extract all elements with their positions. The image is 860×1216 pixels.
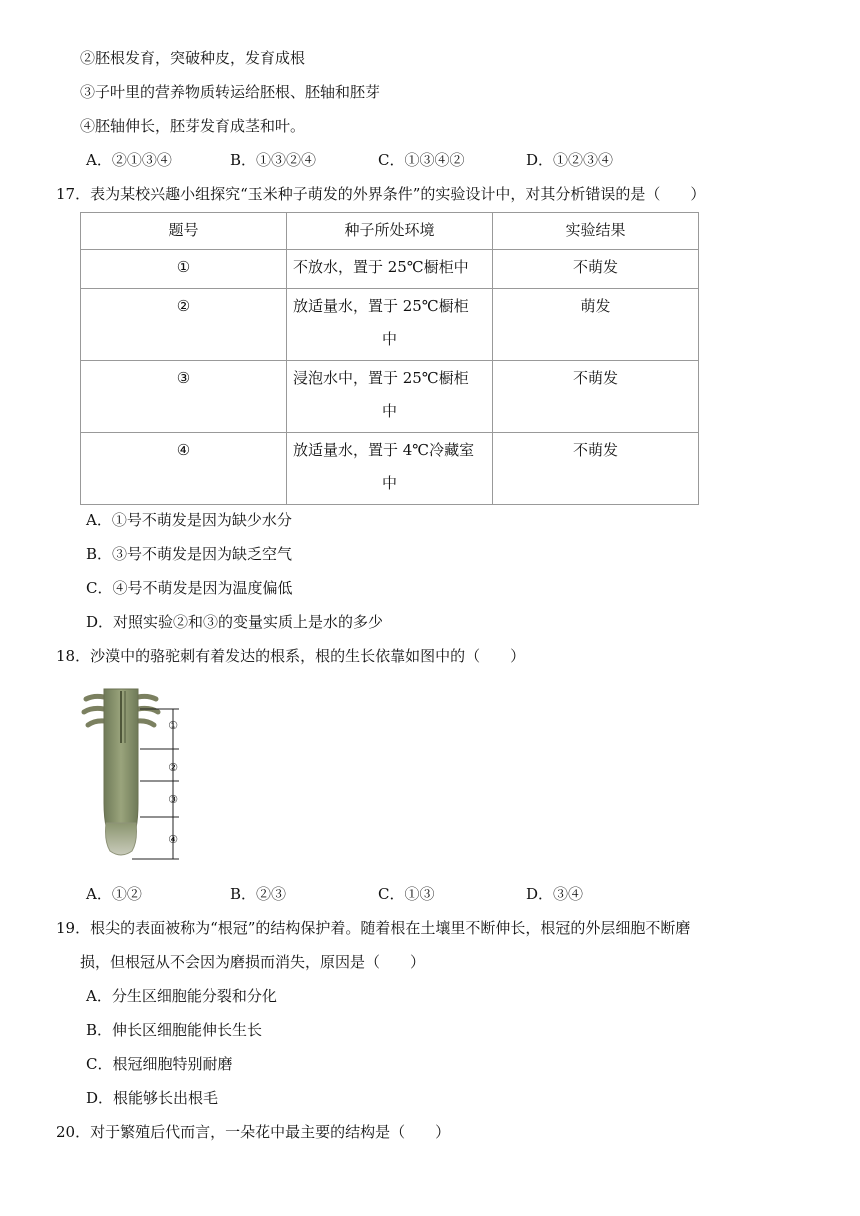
q16-step-4: ④胚轴伸长，胚芽发育成茎和叶。 <box>80 117 306 135</box>
q18-option-d[interactable]: D．③④ <box>526 885 584 903</box>
header-number: 题号 <box>81 213 287 250</box>
q16-options <box>86 150 726 170</box>
q19-option-a[interactable]: A．分生区细胞能分裂和分化 <box>86 987 277 1005</box>
q18-option-a[interactable]: A．①② <box>86 885 142 903</box>
q19-stem-line-1: 19．根尖的表面被称为“根冠”的结构保护着。随着根在土壤里不断伸长，根冠的外层细胞不断磨 <box>56 919 691 937</box>
table-row <box>81 433 699 505</box>
row-number: ② <box>81 289 287 361</box>
q17-experiment-table <box>80 212 699 505</box>
q17-option-a[interactable]: A．①号不萌发是因为缺少水分 <box>86 511 292 529</box>
q19-option-d[interactable]: D．根能够长出根毛 <box>86 1089 219 1107</box>
zone-label-3: ③ <box>168 793 178 806</box>
q17-option-c[interactable]: C．④号不萌发是因为温度偏低 <box>86 579 293 597</box>
q16-option-d[interactable]: D．①②③④ <box>526 151 614 169</box>
q19-option-b[interactable]: B．伸长区细胞能伸长生长 <box>86 1021 263 1039</box>
q17-option-b[interactable]: B．③号不萌发是因为缺乏空气 <box>86 545 293 563</box>
zone-label-2: ② <box>168 761 178 774</box>
q18-option-b[interactable]: B．②③ <box>230 885 287 903</box>
row-environment: 浸泡水中，置于 25℃橱柜 中 <box>287 361 493 433</box>
row-result: 不萌发 <box>493 250 699 289</box>
row-number: ④ <box>81 433 287 505</box>
row-number: ① <box>81 250 287 289</box>
row-environment: 放适量水，置于 4℃冷藏室 中 <box>287 433 493 505</box>
row-number: ③ <box>81 361 287 433</box>
header-environment: 种子所处环境 <box>287 213 493 250</box>
table-row <box>81 250 699 289</box>
q17-stem: 17．表为某校兴趣小组探究“玉米种子萌发的外界条件”的实验设计中，对其分析错误的是（ ） <box>56 185 706 203</box>
table-header-row <box>81 213 699 250</box>
q17-option-d[interactable]: D．对照实验②和③的变量实质上是水的多少 <box>86 613 384 631</box>
q19-stem-line-2: 损，但根冠从不会因为磨损而消失，原因是（ ） <box>80 953 426 971</box>
q16-option-b[interactable]: B．①③②④ <box>230 151 317 169</box>
table-row <box>81 361 699 433</box>
row-result: 萌发 <box>493 289 699 361</box>
q16-step-3: ③子叶里的营养物质转运给胚根、胚轴和胚芽 <box>80 83 381 101</box>
row-environment: 放适量水，置于 25℃橱柜 中 <box>287 289 493 361</box>
row-result: 不萌发 <box>493 433 699 505</box>
q19-option-c[interactable]: C．根冠细胞特别耐磨 <box>86 1055 233 1073</box>
row-environment: 不放水，置于 25℃橱柜中 <box>287 250 493 289</box>
q20-stem: 20．对于繁殖后代而言，一朵花中最主要的结构是（ ） <box>56 1123 451 1141</box>
q18-stem: 18．沙漠中的骆驼刺有着发达的根系，根的生长依靠如图中的（ ） <box>56 647 526 665</box>
q16-option-a[interactable]: A．②①③④ <box>86 151 172 169</box>
table-row <box>81 289 699 361</box>
header-result: 实验结果 <box>493 213 699 250</box>
root-cap <box>106 823 137 855</box>
zone-label-1: ① <box>168 719 178 732</box>
q16-step-2: ②胚根发育，突破种皮，发育成根 <box>80 49 306 67</box>
zone-label-4: ④ <box>168 833 178 846</box>
q16-option-c[interactable]: C．①③④② <box>378 151 465 169</box>
root-tip-figure <box>80 683 200 868</box>
row-result: 不萌发 <box>493 361 699 433</box>
q18-options <box>86 884 726 904</box>
q18-option-c[interactable]: C．①③ <box>378 885 435 903</box>
